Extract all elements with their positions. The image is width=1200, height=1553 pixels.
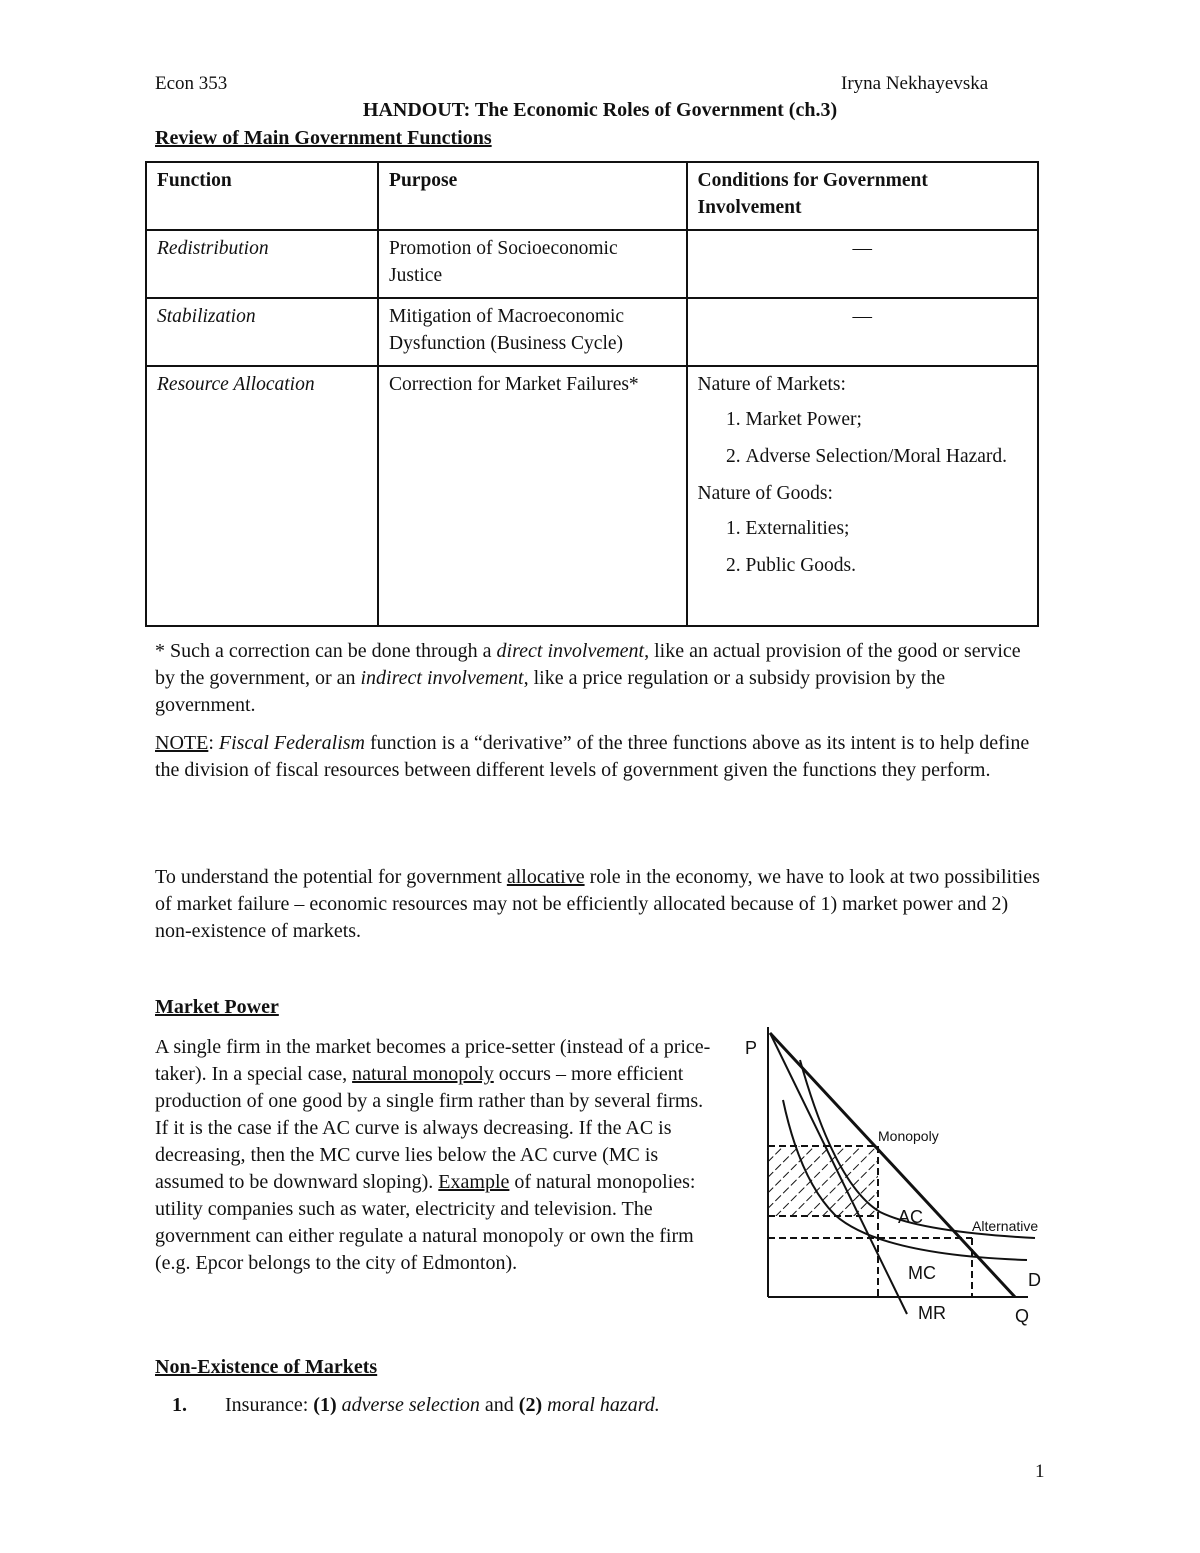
- footnote-text: , like a price regulation or a subsidy provision by the government.: [155, 667, 946, 716]
- note-label: NOTE: [155, 732, 209, 754]
- footnote-paragraph: [155, 638, 1045, 719]
- allocative-underlined: allocative: [506, 866, 585, 888]
- item-num-2: (2): [518, 1394, 543, 1416]
- cell-function: Resource Allocation: [146, 366, 378, 626]
- handout-title: HANDOUT: The Economic Roles of Government (ch.3): [362, 99, 838, 121]
- section-subtitle: Review of Main Government Functions: [155, 127, 492, 149]
- list-item: 2. Public Goods.: [746, 552, 1028, 579]
- natural-monopoly-diagram: [735, 1020, 1065, 1335]
- note-emphasis: Fiscal Federalism: [218, 732, 365, 754]
- course-code: Econ 353: [155, 73, 228, 94]
- markets-heading: Nature of Markets:: [697, 374, 846, 395]
- footnote-emphasis: direct involvement: [496, 640, 645, 662]
- item-text: Insurance:: [225, 1394, 314, 1416]
- alternative-label: Alternative: [972, 1218, 1039, 1234]
- cell-purpose: Correction for Market Failures*: [378, 366, 686, 626]
- markets-list: [698, 406, 1028, 470]
- goods-list: [698, 515, 1028, 579]
- header-conditions: Conditions for Government Involvement: [687, 162, 1039, 230]
- mp-text-3: of natural monopolies: utility companies such as water, electricity and television. The government can either regulate a natural monopoly or own the firm (e.g. Epcor belongs to the city of Edmonton).: [155, 1171, 696, 1274]
- list-item: 2. Adverse Selection/Moral Hazard.: [746, 443, 1028, 470]
- cell-function: Redistribution: [146, 230, 378, 298]
- footnote-text: , like an actual provision of the good or service by the government, or an: [155, 640, 1021, 689]
- cell-purpose: Promotion of Socioeconomic Justice: [378, 230, 686, 298]
- mc-label: MC: [908, 1263, 936, 1283]
- header-function: Function: [146, 162, 378, 230]
- item-number: 1.: [172, 1394, 187, 1416]
- footnote-emphasis: indirect involvement: [360, 667, 524, 689]
- functions-table: [145, 161, 1039, 627]
- quantity-axis-label: Q: [1015, 1306, 1030, 1326]
- footnote-text: * Such a correction can be done through a: [155, 640, 497, 662]
- mp-underlined-natural-monopoly: natural monopoly: [352, 1063, 494, 1085]
- mp-text-1: A single firm in the market becomes a price-setter (instead of a price-taker). In a special case,: [155, 1036, 711, 1085]
- cell-conditions: [687, 366, 1039, 626]
- allocative-text-b: role in the economy, we have to look at two possibilities of market failure – economic resources may not be efficiently allocated because of 1) market power and 2) non-existence of markets.: [155, 866, 1040, 942]
- item-period: .: [654, 1394, 660, 1416]
- table-header-row: [146, 162, 1038, 230]
- item-emphasis-2: moral hazard: [547, 1394, 655, 1416]
- cell-conditions: —: [687, 298, 1039, 366]
- goods-heading: Nature of Goods:: [697, 483, 833, 504]
- header-purpose: Purpose: [378, 162, 686, 230]
- non-existence-heading: Non-Existence of Markets: [155, 1356, 378, 1378]
- insurance-item: [172, 1394, 660, 1417]
- mp-text-2: occurs – more efficient production of one good by a single firm rather than by several firms. If it is the case if the AC curve is always decreasing. If the AC is decreasing, then the MC curve lies below the AC curve (MC is assumed to be downward sloping).: [155, 1063, 704, 1193]
- cell-conditions: —: [687, 230, 1039, 298]
- allocative-paragraph: [155, 864, 1045, 956]
- market-power-paragraph: [155, 1034, 720, 1277]
- table-row: [146, 230, 1038, 298]
- item-text-mid: and: [479, 1394, 519, 1416]
- note-paragraph: [155, 730, 1045, 784]
- cell-purpose: Mitigation of Macroeconomic Dysfunction (Business Cycle): [378, 298, 686, 366]
- note-text: function is a “derivative” of the three functions above as its intent is to help define the division of fiscal resources between different levels of government given the functions they perform.: [155, 732, 1030, 781]
- footnote-block: [155, 638, 1045, 795]
- table-row: [146, 366, 1038, 626]
- ac-label: AC: [898, 1207, 924, 1227]
- list-item: 1. Externalities;: [746, 515, 1028, 542]
- price-axis-label: P: [745, 1038, 758, 1058]
- allocative-text-a: To understand the potential for government: [155, 866, 507, 888]
- note-colon: :: [208, 732, 219, 754]
- page-number: 1: [1035, 1461, 1045, 1482]
- demand-label: D: [1028, 1270, 1041, 1290]
- cell-function: Stabilization: [146, 298, 378, 366]
- table-row: [146, 298, 1038, 366]
- mr-label: MR: [918, 1303, 946, 1323]
- allocative-text: [155, 864, 1045, 945]
- list-item: 1. Market Power;: [746, 406, 1028, 433]
- mp-underlined-example: Example: [438, 1171, 510, 1193]
- item-num-1: (1): [313, 1394, 337, 1416]
- monopoly-label: Monopoly: [878, 1128, 939, 1144]
- monopoly-profit-area: [768, 1146, 878, 1216]
- item-emphasis-1: adverse selection: [341, 1394, 480, 1416]
- author-name: Iryna Nekhayevska: [841, 73, 989, 94]
- market-power-heading: Market Power: [155, 996, 279, 1018]
